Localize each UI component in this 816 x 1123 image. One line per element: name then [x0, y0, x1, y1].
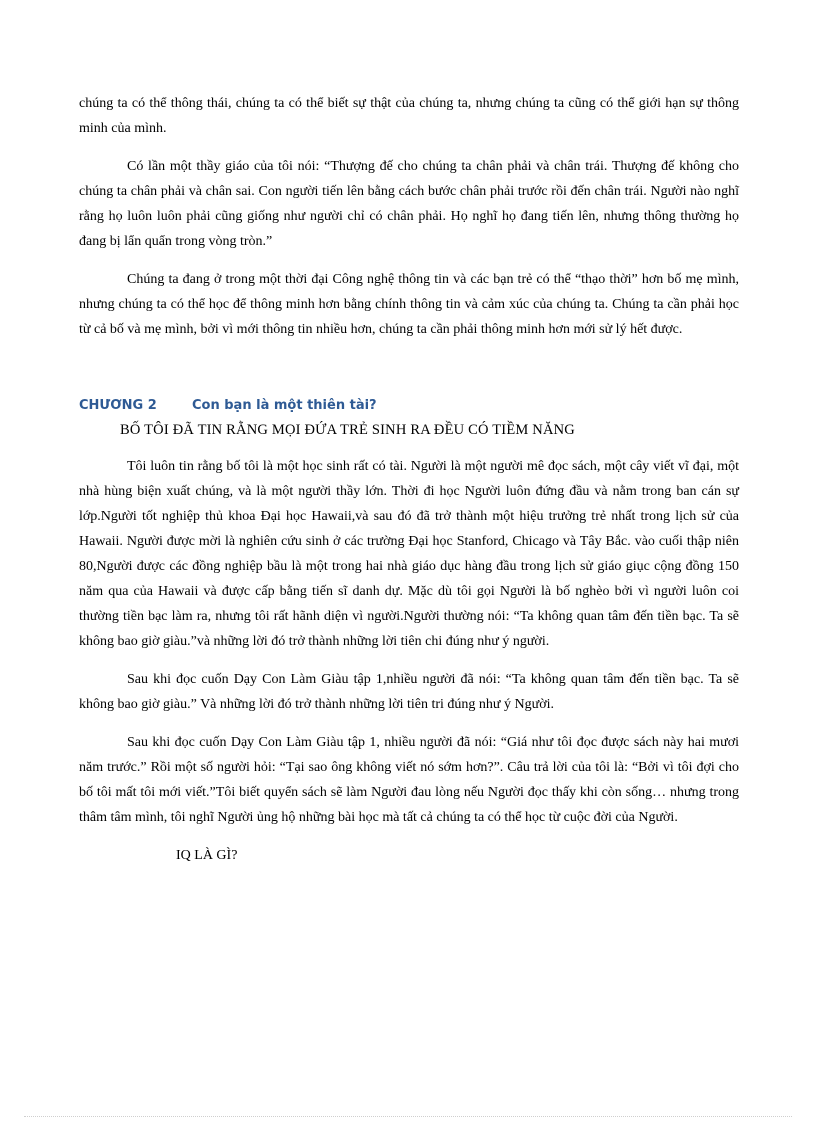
paragraph-chapter-1: Tôi luôn tin rằng bố tôi là một học sinh rất có tài. Người là một người mê đọc sách, một cây viết vĩ đại, một nhà hùng biện xuất chúng, và là một người thầy lớn. Thời đi học Người luôn đứng đầu và nằm trong ban cán sự lớp.Người tốt nghiệp thủ khoa Đại học Hawaii,và sau đó đã trở thành một hiệu trưởng trẻ nhất trong lịch sử của Hawaii. Người được mời là nghiên cứu sinh ở các trường Đại học Stanford, Chicago và Tây Bắc. vào cuối thập niên 80,Người được các đồng nghiệp bầu là một trong hai nhà giáo dục hàng đầu trong lịch sử giáo giục cộng đồng 150 năm qua của Hawaii và được cấp bằng tiến sĩ danh dự. Mặc dù tôi gọi Người là bố nghèo bởi vì người luôn coi thường tiền bạc làm ra, nhưng tôi rất hãnh diện vì người.Người thường nói: “Ta không quan tâm đến tiền bạc. Ta sẽ không bao giờ giàu.”và những lời đó trở thành những lời tiên chi đúng như ý người.	[79, 459, 739, 649]
chapter-title: Con bạn là một thiên tài?	[192, 398, 377, 413]
chapter-subheading: BỐ TÔI ĐÃ TIN RẰNG MỌI ĐỨA TRẺ SINH RA ĐỀU CÓ TIỀM NĂNG	[120, 422, 575, 438]
chapter-heading	[79, 394, 739, 418]
chapter-number: CHƯƠNG 2	[79, 398, 157, 413]
paragraph-intro-3: Chúng ta đang ở trong một thời đại Công nghệ thông tin và các bạn trẻ có thể “thạo thời” hơn bố mẹ mình, nhưng chúng ta có thể học để thông minh hơn bằng chính thông tin và cảm xúc của chúng ta. Chúng ta cần phải học từ cả bố và mẹ mình, bởi vì mới thông tin nhiều hơn, chúng ta cần phải thông minh hơn mới sử lý hết được.	[79, 272, 739, 337]
paragraph-intro-1: chúng ta có thể thông thái, chúng ta có thể biết sự thật của chúng ta, nhưng chúng ta cũng có thể giới hạn sự thông minh của mình.	[79, 96, 739, 136]
paragraph-chapter-3: Sau khi đọc cuốn Dạy Con Làm Giàu tập 1, nhiều người đã nói: “Giá như tôi đọc được sách này hai mươi năm trước.” Rồi một số người hỏi: “Tại sao ông không viết nó sớm hơn?”. Câu trả lời của tôi là: “Bởi vì tôi đợi cho bố tôi mất tôi mới viết.”Tôi biết quyển sách sẽ làm Người đau lòng nếu Người đọc thấy khi còn sống… nhưng trong thâm tâm mình, tôi nghĩ Người ủng hộ những bài học mà tất cả chúng ta có thể học từ cuộc đời của Người.	[79, 735, 739, 825]
paragraph-intro-2: Có lần một thầy giáo của tôi nói: “Thượng đế cho chúng ta chân phải và chân trái. Thượng đế không cho chúng ta chân phải và chân sai. Con người tiến lên bằng cách bước chân phải trước rồi đến chân trái. Người nào nghĩ rằng họ luôn luôn phải cũng giống như người chỉ có chân phải. Họ nghĩ họ đang tiến lên, nhưng thông thường họ đang bị lẩn quẩn trong vòng tròn.”	[79, 159, 739, 249]
paragraph-chapter-2: Sau khi đọc cuốn Dạy Con Làm Giàu tập 1,nhiều người đã nói: “Ta không quan tâm đến tiền bạc. Ta sẽ không bao giờ giàu.” Và những lời đó trở thành những lời tiên tri đúng như ý Người.	[79, 672, 739, 712]
document-page	[79, 91, 739, 868]
page-bottom-divider	[24, 1116, 792, 1117]
section-heading-iq: IQ LÀ GÌ?	[176, 848, 238, 863]
